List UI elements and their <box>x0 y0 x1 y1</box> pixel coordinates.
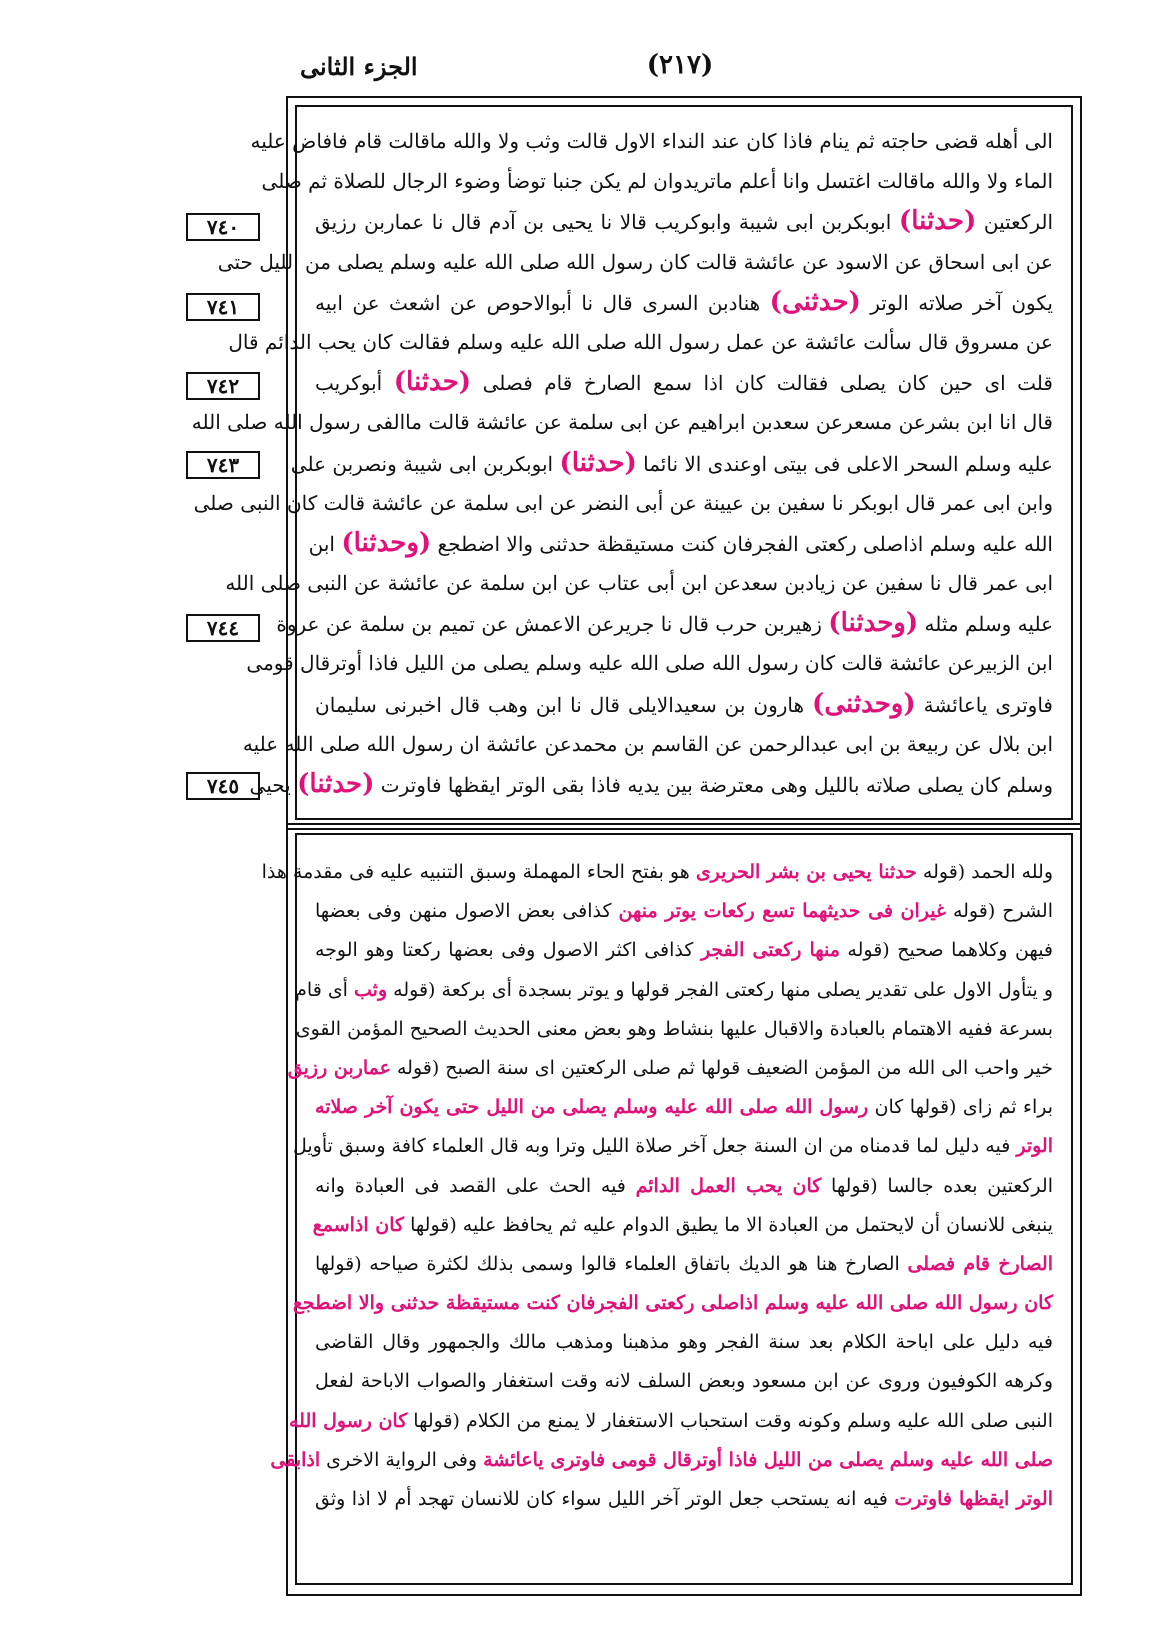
text-line <box>292 1284 1053 1323</box>
text-segment: وكرهه الكوفيون وروى عن ابن مسعود وبعض السلف لانه وقت استغفار والصواب الاباحة لفعل <box>315 1370 1053 1393</box>
quoted-phrase: صلى الله عليه وسلم يصلى من الليل فاذا أوترقال قومى فاوترى ياعائشة <box>483 1448 1053 1471</box>
narration-keyword: (حدثنا) <box>393 367 472 398</box>
text-line <box>246 643 1053 683</box>
quoted-phrase: الصارخ قام فصلى <box>907 1252 1053 1275</box>
text-segment: براء ثم زاى (قولها كان <box>868 1096 1053 1119</box>
text-segment: عليه وسلم السحر الاعلى فى بيتى اوعندى الا نائما <box>636 451 1053 476</box>
text-line <box>276 603 1053 643</box>
text-segment: ينبغى للانسان أن لايحتمل من العبادة الا ما يطيق الدوام عليه ثم يحافظ عليه (قولها <box>404 1213 1053 1236</box>
text-segment: قلت اى حين كان يصلى فقالت كان اذا سمع الصارخ قام فصلى <box>471 371 1053 396</box>
text-segment: الشرح (قوله <box>945 900 1053 923</box>
text-segment: ابن الزبيرعن عائشة قالت كان رسول الله صلى الله عليه وسلم يصلى من الليل فاذا أوترقال قومى <box>246 651 1053 676</box>
text-segment: زهيربن حرب قال نا جريرعن الاعمش عن تميم بن سلمة عن عروة <box>276 612 829 637</box>
page-number: (٢١٧) <box>646 50 714 80</box>
text-line <box>270 1441 1053 1480</box>
text-segment: الركعتين <box>976 210 1054 235</box>
text-segment: بسرعة ففيه الاهتمام بالعبادة والاقبال عليها بنشاط وهو بعض معنى الحديث الصحيح المؤمن القوى <box>295 1017 1053 1040</box>
text-line <box>225 563 1053 603</box>
text-line <box>315 1167 1053 1206</box>
text-segment: وفى الرواية الاخرى <box>320 1448 484 1471</box>
narration-keyword: (حدثنا) <box>559 447 637 478</box>
text-segment: يكون آخر صلاته الوتر <box>860 290 1053 315</box>
text-segment: فيه انه يستحب جعل الوتر آخر الليل سواء كان للانسان تهجد أم لا اذا وثق <box>315 1488 895 1510</box>
text-segment: أى قام <box>295 978 355 1001</box>
text-segment: عن ابى اسحاق عن الاسود عن عائشة قالت كان رسول الله صلى الله عليه وسلم يصلى من الليل حتى <box>217 249 1053 274</box>
text-segment: أبوكريب <box>315 371 394 396</box>
text-line <box>312 1206 1053 1245</box>
text-line <box>290 443 1053 483</box>
narration-keyword: (وحدثنا) <box>341 527 432 558</box>
text-line <box>295 1010 1053 1049</box>
text-segment: فيهن وكلاهما صحيح (قوله <box>839 939 1054 962</box>
quoted-phrase: كان رسول الله صلى الله عليه وسلم اذاصلى ركعتى الفجرفان كنت مستيقظة حدثنى والا اضطجع <box>292 1292 1053 1315</box>
text-line <box>315 362 1053 402</box>
quoted-phrase: عماربن رزيق <box>287 1056 391 1079</box>
text-segment: وسلم كان يصلى صلاته بالليل وهى معترضة بين يديه فاذا بقى الوتر ايقظها فاوترت <box>374 773 1053 797</box>
text-line <box>315 1245 1053 1284</box>
text-segment: فيه الحث على القصد فى العبادة وانه <box>315 1174 636 1197</box>
text-segment: فاوترى ياعائشة <box>915 692 1053 717</box>
hadith-number-box: ٧٤٢ <box>186 372 260 400</box>
text-line <box>315 1362 1053 1401</box>
text-segment: الصارخ هنا هو الديك باتفاق العلماء قالوا وسمى بذلك لكثرة صياحه (قولها <box>315 1252 908 1275</box>
text-line <box>250 121 1053 161</box>
hadith-number-box: ٧٤٥ <box>186 772 260 800</box>
text-line <box>217 242 1053 282</box>
text-segment: ابوبكربن ابى شيبة وابوكريب قالا نا يحيى بن آدم قال نا عماربن رزيق <box>315 210 899 235</box>
text-segment: عليه وسلم مثله <box>918 612 1053 637</box>
narration-keyword: (حدثنى) <box>769 286 861 317</box>
quoted-phrase: الوتر ايقظها فاوترت <box>894 1488 1053 1510</box>
hadith-number-box: ٧٤٠ <box>186 213 260 241</box>
quoted-phrase: منها ركعتى الفجر <box>700 939 840 962</box>
text-segment: الركعتين بعده جالسا (قولها <box>821 1174 1053 1197</box>
text-segment: فيه دليل لما قدمناه من ان السنة جعل آخر صلاة الليل وترا وبه قال العلماء كافة وسبق تأويل <box>292 1135 1017 1158</box>
quoted-phrase: وثب <box>354 978 388 1001</box>
text-line <box>287 1049 1053 1088</box>
text-segment: هارون بن سعيدالايلى قال نا ابن وهب قال اخبرنى سليمان <box>315 692 813 717</box>
text-segment: قال انا ابن بشرعن مسعرعن سعدبن ابراهيم عن ابى سلمة عن عائشة قالت ماالفى رسول الله صلى الله <box>191 410 1053 435</box>
text-segment: ابى عمر قال نا سفين عن زيادبن سعدعن ابن أبى عتاب عن ابن سلمة عن عائشة عن النبى صلى الله <box>225 571 1053 596</box>
text-line <box>315 282 1053 322</box>
page-header <box>0 50 1158 90</box>
text-segment: ابوبكربن ابى شيبة ونصربن على <box>290 451 560 476</box>
text-line <box>315 1323 1053 1362</box>
text-line <box>261 161 1053 201</box>
text-segment: النبى صلى الله عليه وسلم وكونه وقت استحباب الاستغفار لا يمنع من الكلام (قولها <box>407 1409 1053 1432</box>
hadith-number-box: ٧٤٣ <box>186 451 260 479</box>
narration-keyword: (حدثنا) <box>898 206 977 237</box>
text-line <box>315 892 1053 931</box>
text-line <box>191 402 1053 442</box>
text-segment: يحيى <box>249 773 298 797</box>
text-line <box>315 684 1053 724</box>
text-segment: هو بفتح الحاء المهملة وسبق التنبيه عليه فى مقدمة هذا <box>261 861 696 883</box>
hadith-number-box: ٧٤١ <box>186 293 260 321</box>
narration-keyword: (حدثنا) <box>297 769 375 799</box>
text-segment: هنادبن السرى قال نا أبوالاحوص عن اشعث عن ابيه <box>315 290 770 315</box>
text-segment: ابن بلال عن ربيعة بن ابى عبدالرحمن عن القاسم بن محمدعن عائشة ان رسول الله صلى الله عليه <box>242 731 1053 756</box>
text-segment: الى أهله قضى حاجته ثم ينام فاذا كان عند النداء الاول قالت وثب ولا والله ماقالت قام فافاض عليه <box>250 129 1053 153</box>
part-title: الجزء الثانى <box>300 52 418 81</box>
text-segment: خير واحب الى الله من المؤمن الضعيف قولها ثم صلى الركعتين اى سنة الصبح (قوله <box>390 1056 1053 1079</box>
quoted-phrase: الوتر <box>1016 1135 1053 1158</box>
text-line <box>288 1402 1053 1441</box>
narration-keyword: (وحدثنا) <box>828 608 919 639</box>
text-line <box>249 764 1053 804</box>
text-segment: فيه دليل على اباحة الكلام بعد سنة الفجر وهو مذهبنا ومذهب مالك والجمهور وقال القاضى <box>315 1331 1053 1354</box>
quoted-phrase: كان اذاسمع <box>312 1213 405 1236</box>
quoted-phrase: حدثنا يحيى بن بشر الحريرى <box>695 861 917 883</box>
text-segment: وابن ابى عمر قال ابوبكر نا سفين بن عيينة عن أبى النضر عن ابى سلمة عن عائشة قالت كان النبى صلى <box>193 490 1053 515</box>
quoted-phrase: كان رسول الله <box>288 1409 408 1432</box>
text-line <box>315 1088 1053 1127</box>
narration-keyword: (وحدثنى) <box>812 688 916 719</box>
quoted-phrase: غيران فى حديثهما تسع ركعات يوتر منهن <box>618 900 946 923</box>
text-segment: كذافى اكثر الاصول وفى بعضها ركعتا وهو الوجه <box>315 939 701 962</box>
text-line <box>315 1480 1053 1519</box>
text-line <box>315 931 1053 970</box>
text-line <box>295 971 1053 1010</box>
quoted-phrase: رسول الله صلى الله عليه وسلم يصلى من الليل حتى يكون آخر صلاته <box>315 1096 869 1119</box>
text-segment: و يتأول الاول على تقدير يصلى منها ركعتى الفجر قولها و يوتر بسجدة أى بركعة (قوله <box>387 978 1053 1001</box>
text-segment: عن مسروق قال سألت عائشة عن عمل رسول الله صلى الله عليه وسلم فقالت كان يحب الدائم قال <box>228 329 1053 354</box>
quoted-phrase: كان يحب العمل الدائم <box>635 1174 822 1197</box>
text-segment: ابن <box>308 531 342 556</box>
text-segment: الماء ولا والله ماقالت اغتسل وانا أعلم ماتريدوان لم يكن جنبا توضأ وضوء الرجال للصلاة ثم صلى <box>261 169 1053 194</box>
text-line <box>315 201 1053 241</box>
commentary-text-box <box>261 833 1073 1585</box>
text-line <box>193 483 1053 523</box>
double-rule-divider <box>288 822 1080 832</box>
text-segment: كذافى بعض الاصول منهن وفى بعضها <box>315 900 619 923</box>
text-line <box>261 853 1053 892</box>
text-line <box>228 322 1053 362</box>
text-line <box>308 523 1053 563</box>
text-segment: ولله الحمد (قوله <box>916 861 1053 883</box>
text-segment: الله عليه وسلم اذاصلى ركعتى الفجرفان كنت مستيقظة حدثنى والا اضطجع <box>431 531 1053 556</box>
text-line <box>292 1127 1053 1166</box>
quoted-phrase: اذابقى <box>270 1448 321 1471</box>
hadith-number-box: ٧٤٤ <box>186 614 260 642</box>
text-line <box>242 724 1053 764</box>
